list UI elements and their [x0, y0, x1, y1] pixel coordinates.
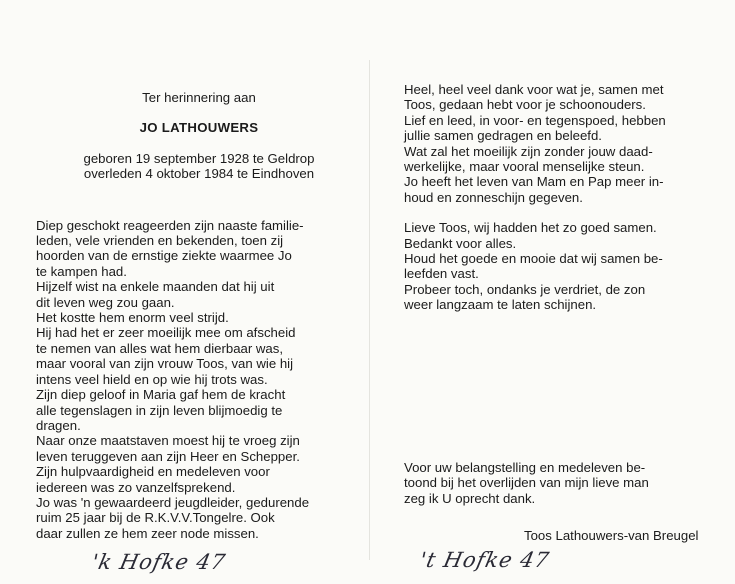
acknowledgement-line: toond bij het overlijden van mijn lieve man [404, 475, 649, 491]
body-line: dragen. [36, 417, 81, 433]
thanks-line: Jo heeft het leven van Mam en Pap meer in- [404, 174, 664, 190]
thanks-line: Lief en leed, in voor- en tegenspoed, hebben [404, 112, 666, 128]
body-line: Het kostte hem enorm veel strijd. [36, 310, 229, 326]
body-line: ruim 25 jaar bij de R.K.V.V.Tongelre. Ook [36, 510, 275, 526]
signature: Toos Lathouwers-van Breugel [524, 528, 699, 543]
death-line: overleden 4 oktober 1984 te Eindhoven [83, 166, 315, 182]
body-line: daar zullen ze hem zeer node missen. [36, 525, 259, 541]
body-line: Naar onze maatstaven moest hij te vroeg zijn [36, 433, 300, 449]
body-line: leden, vele vrienden en bekenden, toen zij [36, 233, 284, 249]
body-line: alle tegenslagen in zijn leven blijmoedig te [36, 402, 283, 418]
body-line: te nemen van alles wat hem dierbaar was, [36, 340, 284, 356]
body-line: te kampen had. [36, 263, 127, 279]
body-line: dit leven weg zou gaan. [36, 294, 175, 310]
body-line: Diep geschokt reageerden zijn naaste familie- [36, 217, 304, 233]
body-line: Zijn hulpvaardigheid en medeleven voor [36, 464, 270, 480]
acknowledgement-line: zeg ik U oprecht dank. [404, 490, 536, 506]
farewell-line: Bedankt voor alles. [404, 235, 517, 251]
farewell-line: leefden vast. [404, 266, 479, 282]
farewell-line: Houd het goede en mooie dat wij samen be- [404, 251, 663, 267]
left-panel [36, 90, 362, 541]
left-body-text [36, 218, 362, 542]
body-line: intens veel hield en op wie hij trots was. [36, 371, 268, 387]
farewell-paragraph [404, 220, 702, 312]
body-line: Hij had het er zeer moeilijk mee om afscheid [36, 325, 296, 341]
right-panel [404, 82, 702, 506]
handwritten-address-right: 't Hofke 47 [417, 548, 552, 572]
thanks-line: Toos, gedaan hebt voor je schoonouders. [404, 97, 646, 113]
farewell-line: Probeer toch, ondanks je verdriet, de zon [404, 281, 646, 297]
body-line: iedereen was zo vanzelfsprekend. [36, 479, 236, 495]
acknowledgement-paragraph [404, 460, 702, 506]
fold-line [369, 60, 370, 560]
handwritten-address-left: 'k Hofke 47 [89, 550, 229, 574]
body-line: hoorden van de ernstige ziekte waarmee Jo [36, 248, 292, 264]
body-line: Hijzelf wist na enkele maanden dat hij uit [36, 279, 275, 295]
heading: Ter herinnering aan [142, 90, 256, 105]
birth-line: geboren 19 september 1928 te Geldrop [83, 150, 315, 166]
thanks-line: jullie samen gedragen en beleefd. [404, 128, 602, 144]
thanks-paragraph [404, 82, 702, 205]
thanks-line: houd en zonneschijn gegeven. [404, 189, 583, 205]
body-line: Jo was 'n gewaardeerd jeugdleider, gedurende [36, 494, 310, 510]
body-line: leven teruggeven aan zijn Heer en Schepper. [36, 448, 300, 464]
body-line: Zijn diep geloof in Maria gaf hem de kracht [36, 387, 286, 403]
thanks-line: werkelijke, maar vooral menselijke steun. [404, 159, 645, 175]
body-line: maar vooral van zijn vrouw Toos, van wie hij [36, 356, 294, 372]
farewell-line: weer langzaam te laten schijnen. [404, 297, 597, 313]
thanks-line: Heel, heel veel dank voor wat je, samen met [404, 82, 664, 97]
acknowledgement-line: Voor uw belangstelling en medeleven be- [404, 459, 646, 475]
deceased-name: JO LATHOUWERS [139, 120, 259, 136]
thanks-line: Wat zal het moeilijk zijn zonder jouw daad- [404, 143, 653, 159]
farewell-line: Lieve Toos, wij hadden het zo goed samen. [404, 220, 657, 236]
